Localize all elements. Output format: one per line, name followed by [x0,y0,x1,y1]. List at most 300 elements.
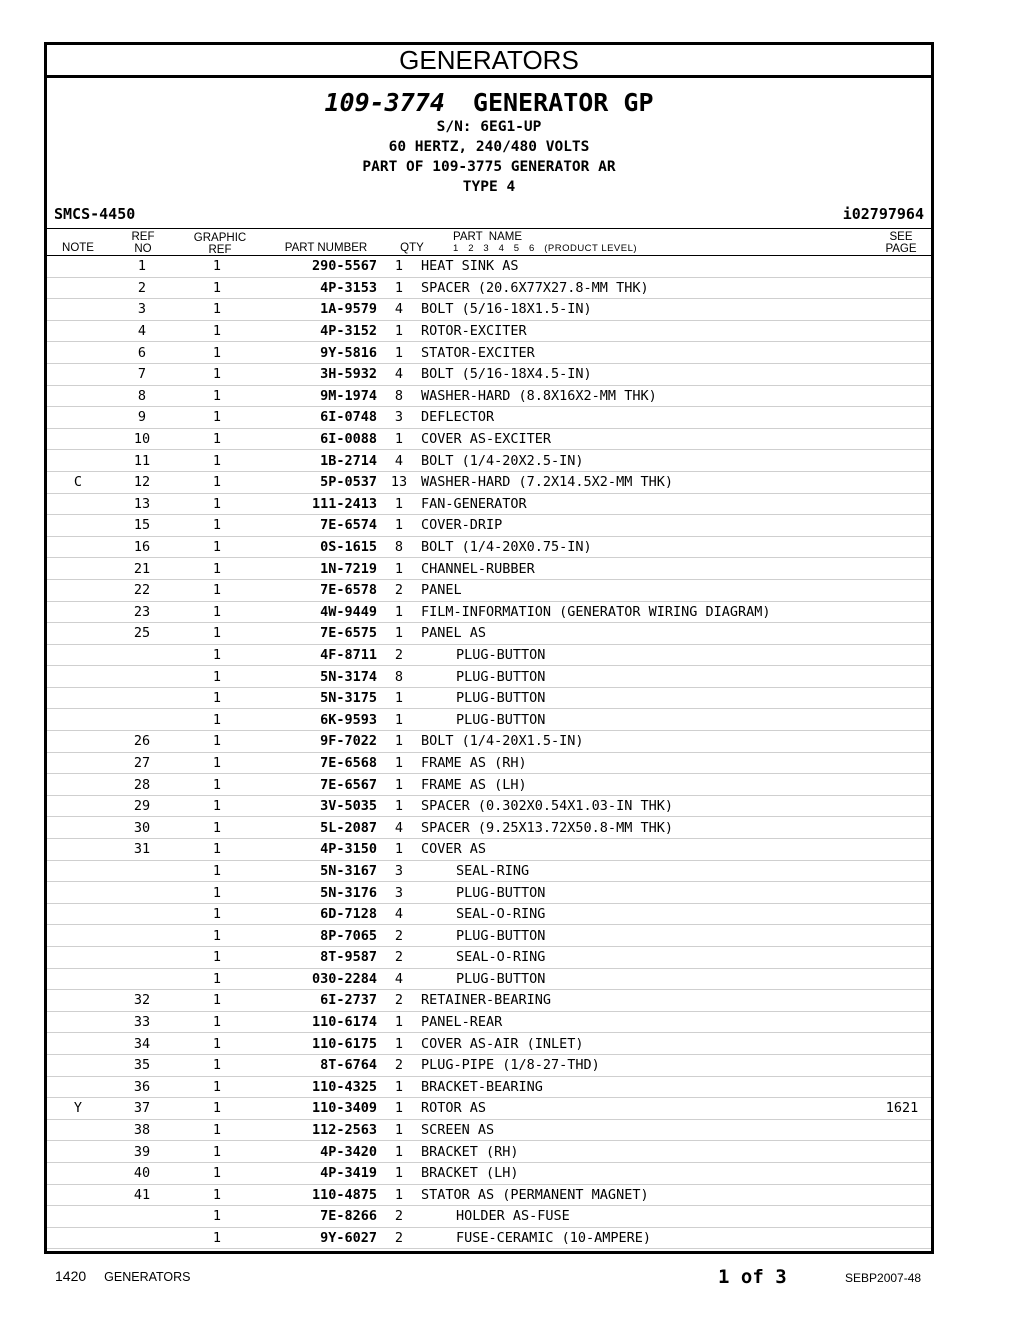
qty-cell: 1 [377,687,421,709]
part-number-cell: 7E-6567 [259,774,377,796]
part-name-cell: BOLT (1/4-20X1.5-IN) [421,731,873,753]
part-number-cell: 112-2563 [259,1119,377,1141]
footer-page-of: 1 of 3 [718,1266,787,1288]
col-product-levels: 1 2 3 4 5 6 (PRODUCT LEVEL) [453,243,638,254]
graphic-ref-cell: 1 [175,795,259,817]
note-cell [47,1184,109,1206]
graphic-ref-cell: 1 [175,601,259,623]
qty-cell: 1 [377,1098,421,1120]
part-name-cell: BRACKET (LH) [421,1162,873,1184]
part-number-cell: 7E-6568 [259,752,377,774]
part-number-cell: 7E-6574 [259,515,377,537]
part-number-cell: 110-4325 [259,1076,377,1098]
part-name-cell: FILM-INFORMATION (GENERATOR WIRING DIAGRAM) [421,601,873,623]
part-number-cell: 7E-6575 [259,623,377,645]
ref-no-cell: 37 [109,1098,175,1120]
table-row [47,752,931,774]
table-row [47,860,931,882]
see-page-cell [873,925,931,947]
col-part-name [453,231,637,255]
col-ref-no-line1: REF [131,231,155,243]
ref-no-cell [109,968,175,990]
table-row [47,1206,931,1228]
table-row [47,363,931,385]
qty-cell: 1 [377,752,421,774]
part-name-cell: STATOR AS (PERMANENT MAGNET) [421,1184,873,1206]
part-number-cell: 5N-3174 [259,666,377,688]
see-page-cell [873,1184,931,1206]
graphic-ref-cell: 1 [175,990,259,1012]
part-name-cell: ROTOR-EXCITER [421,320,873,342]
qty-cell: 2 [377,579,421,601]
note-cell [47,882,109,904]
table-row [47,1162,931,1184]
qty-cell: 1 [377,1011,421,1033]
graphic-ref-cell: 1 [175,428,259,450]
graphic-ref-cell: 1 [175,731,259,753]
ref-no-cell: 31 [109,839,175,861]
ref-no-cell: 22 [109,579,175,601]
part-number-cell: 4P-3150 [259,839,377,861]
note-cell [47,1076,109,1098]
qty-cell: 1 [377,428,421,450]
qty-cell: 2 [377,925,421,947]
note-cell [47,256,109,277]
part-number-cell: 110-3409 [259,1098,377,1120]
graphic-ref-cell: 1 [175,752,259,774]
note-cell [47,558,109,580]
see-page-cell [873,256,931,277]
part-number-cell: 9Y-6027 [259,1227,377,1249]
qty-cell: 2 [377,990,421,1012]
qty-cell: 1 [377,1033,421,1055]
part-number-cell: 1N-7219 [259,558,377,580]
see-page-cell [873,795,931,817]
see-page-cell [873,752,931,774]
table-row [47,1033,931,1055]
part-number-cell: 5N-3167 [259,860,377,882]
col-graphic-ref-line2: REF [208,244,232,256]
graphic-ref-cell: 1 [175,493,259,515]
col-ref-no-line2: NO [134,243,152,255]
part-number-cell: 3H-5932 [259,363,377,385]
ref-no-cell: 35 [109,1054,175,1076]
note-cell [47,903,109,925]
graphic-ref-cell: 1 [175,1033,259,1055]
part-number-cell: 9M-1974 [259,385,377,407]
graphic-ref-cell: 1 [175,882,259,904]
part-name-cell: BOLT (5/16-18X4.5-IN) [421,363,873,385]
qty-cell: 1 [377,774,421,796]
part-number-cell: 6I-0088 [259,428,377,450]
part-name-cell: SPACER (0.302X0.54X1.03-IN THK) [421,795,873,817]
col-see-page-line2: PAGE [885,243,917,255]
graphic-ref-cell: 1 [175,277,259,299]
col-note: NOTE [62,242,94,254]
table-row [47,428,931,450]
see-page-cell [873,471,931,493]
graphic-ref-cell: 1 [175,623,259,645]
ref-no-cell [109,644,175,666]
part-number-cell: 8T-9587 [259,947,377,969]
see-page-cell [873,515,931,537]
part-number-cell: 110-4875 [259,1184,377,1206]
see-page-cell [873,903,931,925]
note-cell [47,774,109,796]
part-number-cell: 9F-7022 [259,731,377,753]
ref-no-cell: 4 [109,320,175,342]
part-name-cell: SEAL-RING [421,860,873,882]
ref-no-cell: 7 [109,363,175,385]
ref-no-cell: 15 [109,515,175,537]
see-page-cell [873,558,931,580]
note-cell [47,1206,109,1228]
see-page-cell [873,947,931,969]
qty-cell: 1 [377,515,421,537]
ref-no-cell: 8 [109,385,175,407]
graphic-ref-cell: 1 [175,256,259,277]
note-cell [47,493,109,515]
ref-no-cell: 11 [109,450,175,472]
note-cell [47,752,109,774]
part-number-cell: 9Y-5816 [259,342,377,364]
graphic-ref-cell: 1 [175,407,259,429]
part-name-cell: PLUG-PIPE (1/8-27-THD) [421,1054,873,1076]
part-number-cell: 5L-2087 [259,817,377,839]
ref-no-cell [109,709,175,731]
qty-cell: 1 [377,1119,421,1141]
part-name-cell: BOLT (1/4-20X2.5-IN) [421,450,873,472]
note-cell [47,299,109,321]
part-number-cell: 6I-2737 [259,990,377,1012]
graphic-ref-cell: 1 [175,385,259,407]
note-cell [47,925,109,947]
note-cell: C [47,471,109,493]
note-cell [47,277,109,299]
graphic-ref-cell: 1 [175,1141,259,1163]
see-page-cell [873,968,931,990]
see-page-cell [873,1033,931,1055]
ref-no-cell: 12 [109,471,175,493]
ref-no-cell: 10 [109,428,175,450]
part-name-cell: SPACER (9.25X13.72X50.8-MM THK) [421,817,873,839]
qty-cell: 1 [377,1184,421,1206]
part-name-cell: SEAL-O-RING [421,947,873,969]
qty-cell: 3 [377,860,421,882]
note-cell [47,860,109,882]
note-cell [47,968,109,990]
ref-no-cell [109,860,175,882]
ref-no-cell: 36 [109,1076,175,1098]
see-page-cell [873,1011,931,1033]
part-name-cell: RETAINER-BEARING [421,990,873,1012]
part-name-cell: FUSE-CERAMIC (10-AMPERE) [421,1227,873,1249]
part-name-cell: COVER AS-AIR (INLET) [421,1033,873,1055]
graphic-ref-cell: 1 [175,968,259,990]
graphic-ref-cell: 1 [175,363,259,385]
qty-cell: 3 [377,407,421,429]
part-name-cell: PLUG-BUTTON [421,644,873,666]
graphic-ref-cell: 1 [175,579,259,601]
table-row [47,256,931,277]
see-page-cell [873,363,931,385]
ref-no-cell: 1 [109,256,175,277]
part-name-cell: ROTOR AS [421,1098,873,1120]
part-name-cell: BOLT (1/4-20X0.75-IN) [421,536,873,558]
table-row [47,579,931,601]
qty-cell: 8 [377,536,421,558]
part-number-cell: 4P-3420 [259,1141,377,1163]
part-name-cell: FRAME AS (LH) [421,774,873,796]
ref-no-cell [109,903,175,925]
graphic-ref-cell: 1 [175,1227,259,1249]
see-page-cell [873,882,931,904]
table-row [47,536,931,558]
qty-cell: 1 [377,320,421,342]
see-page-cell [873,450,931,472]
part-name-cell: SCREEN AS [421,1119,873,1141]
footer-doc-id: SEBP2007-48 [845,1271,922,1285]
graphic-ref-cell: 1 [175,839,259,861]
table-row [47,342,931,364]
note-cell [47,428,109,450]
table-row [47,1011,931,1033]
ref-no-cell: 9 [109,407,175,429]
qty-cell: 8 [377,666,421,688]
see-page-cell [873,731,931,753]
part-name-cell: PLUG-BUTTON [421,687,873,709]
note-cell [47,795,109,817]
part-name-cell: HEAT SINK AS [421,256,873,277]
graphic-ref-cell: 1 [175,644,259,666]
qty-cell: 1 [377,623,421,645]
note-cell [47,731,109,753]
see-page-cell [873,428,931,450]
note-cell [47,363,109,385]
qty-cell: 2 [377,1054,421,1076]
see-page-cell [873,839,931,861]
part-number-cell: 5P-0537 [259,471,377,493]
part-number-cell: 8P-7065 [259,925,377,947]
graphic-ref-cell: 1 [175,299,259,321]
ref-no-cell: 28 [109,774,175,796]
note-cell [47,817,109,839]
ref-no-cell: 33 [109,1011,175,1033]
part-name-cell: COVER AS-EXCITER [421,428,873,450]
see-page-cell [873,1206,931,1228]
part-number-cell: 5N-3176 [259,882,377,904]
graphic-ref-cell: 1 [175,925,259,947]
qty-cell: 4 [377,903,421,925]
footer-left [55,1268,191,1284]
parts-table [47,256,931,1249]
table-row [47,817,931,839]
note-cell [47,385,109,407]
part-number-cell: 6K-9593 [259,709,377,731]
see-page-cell [873,299,931,321]
part-name-cell: SPACER (20.6X77X27.8-MM THK) [421,277,873,299]
note-cell [47,1054,109,1076]
note-cell [47,1033,109,1055]
qty-cell: 2 [377,1206,421,1228]
see-page-cell [873,1227,931,1249]
note-cell [47,536,109,558]
part-name-cell: COVER-DRIP [421,515,873,537]
table-row [47,493,931,515]
ref-no-cell [109,925,175,947]
graphic-ref-cell: 1 [175,774,259,796]
table-row [47,407,931,429]
note-cell [47,687,109,709]
graphic-ref-cell: 1 [175,709,259,731]
col-see-page-line1: SEE [889,231,913,243]
graphic-ref-cell: 1 [175,687,259,709]
graphic-ref-cell: 1 [175,515,259,537]
part-name-cell: DEFLECTOR [421,407,873,429]
table-row [47,320,931,342]
note-cell: Y [47,1098,109,1120]
group-part-number: 109-3774 [324,88,445,117]
part-number-cell: 6D-7128 [259,903,377,925]
col-graphic-ref [185,232,255,256]
graphic-ref-cell: 1 [175,1184,259,1206]
note-cell [47,515,109,537]
ref-no-cell: 34 [109,1033,175,1055]
graphic-ref-cell: 1 [175,903,259,925]
table-row [47,515,931,537]
table-row [47,925,931,947]
see-page-cell [873,1119,931,1141]
group-header [47,78,931,228]
part-name-cell: CHANNEL-RUBBER [421,558,873,580]
footer-page-number: 1420 [55,1268,87,1284]
table-row [47,1141,931,1163]
table-row [47,1054,931,1076]
group-name: GENERATOR GP [472,88,654,117]
note-cell [47,601,109,623]
part-number-cell: 7E-8266 [259,1206,377,1228]
ref-no-cell: 2 [109,277,175,299]
col-part-number: PART NUMBER [284,242,368,254]
col-qty: QTY [400,242,424,254]
table-row [47,601,931,623]
part-number-cell: 1B-2714 [259,450,377,472]
qty-cell: 4 [377,450,421,472]
part-number-cell: 3V-5035 [259,795,377,817]
ref-no-cell: 27 [109,752,175,774]
note-cell [47,450,109,472]
table-row [47,709,931,731]
part-name-cell: HOLDER AS-FUSE [421,1206,873,1228]
smcs-code: SMCS-4450 [54,205,136,223]
see-page-cell [873,644,931,666]
see-page-cell [873,342,931,364]
qty-cell: 3 [377,882,421,904]
table-row [47,299,931,321]
ref-no-cell: 23 [109,601,175,623]
table-row [47,731,931,753]
note-cell [47,407,109,429]
col-see-page [873,231,929,255]
graphic-ref-cell: 1 [175,1206,259,1228]
see-page-cell [873,860,931,882]
ref-no-cell: 40 [109,1162,175,1184]
note-cell [47,1227,109,1249]
graphic-ref-cell: 1 [175,947,259,969]
ref-no-cell: 6 [109,342,175,364]
part-name-cell: SEAL-O-RING [421,903,873,925]
see-page-cell [873,709,931,731]
column-header [47,228,931,256]
note-cell [47,1119,109,1141]
see-page-cell [873,687,931,709]
qty-cell: 4 [377,968,421,990]
ref-no-cell: 13 [109,493,175,515]
graphic-ref-cell: 1 [175,1054,259,1076]
parts-table-body [47,256,931,1249]
graphic-ref-cell: 1 [175,860,259,882]
ref-no-cell [109,882,175,904]
see-page-cell [873,493,931,515]
part-number-cell: 8T-6764 [259,1054,377,1076]
group-title [47,88,931,118]
see-page-cell [873,407,931,429]
graphic-ref-cell: 1 [175,817,259,839]
part-name-cell: PLUG-BUTTON [421,882,873,904]
table-row [47,385,931,407]
note-cell [47,709,109,731]
qty-cell: 8 [377,385,421,407]
graphic-ref-cell: 1 [175,450,259,472]
part-number-cell: 0S-1615 [259,536,377,558]
qty-cell: 4 [377,363,421,385]
table-row [47,471,931,493]
qty-cell: 2 [377,644,421,666]
part-name-cell: PANEL [421,579,873,601]
see-page-cell: 1621 [873,1098,931,1120]
ref-no-cell [109,1206,175,1228]
part-name-cell: COVER AS [421,839,873,861]
qty-cell: 1 [377,493,421,515]
part-number-cell: 1A-9579 [259,299,377,321]
graphic-ref-cell: 1 [175,558,259,580]
part-number-cell: 4W-9449 [259,601,377,623]
qty-cell: 1 [377,709,421,731]
qty-cell: 1 [377,277,421,299]
see-page-cell [873,774,931,796]
table-row [47,277,931,299]
ref-no-cell: 3 [109,299,175,321]
note-cell [47,947,109,969]
qty-cell: 1 [377,256,421,277]
table-row [47,558,931,580]
qty-cell: 1 [377,1141,421,1163]
note-cell [47,320,109,342]
table-row [47,450,931,472]
qty-cell: 1 [377,731,421,753]
qty-cell: 1 [377,1076,421,1098]
qty-cell: 1 [377,795,421,817]
note-cell [47,666,109,688]
see-page-cell [873,385,931,407]
col-graphic-ref-line1: GRAPHIC [193,232,247,244]
graphic-ref-cell: 1 [175,342,259,364]
table-row [47,968,931,990]
part-number-cell: 111-2413 [259,493,377,515]
part-name-cell: PLUG-BUTTON [421,666,873,688]
note-cell [47,990,109,1012]
note-cell [47,1141,109,1163]
